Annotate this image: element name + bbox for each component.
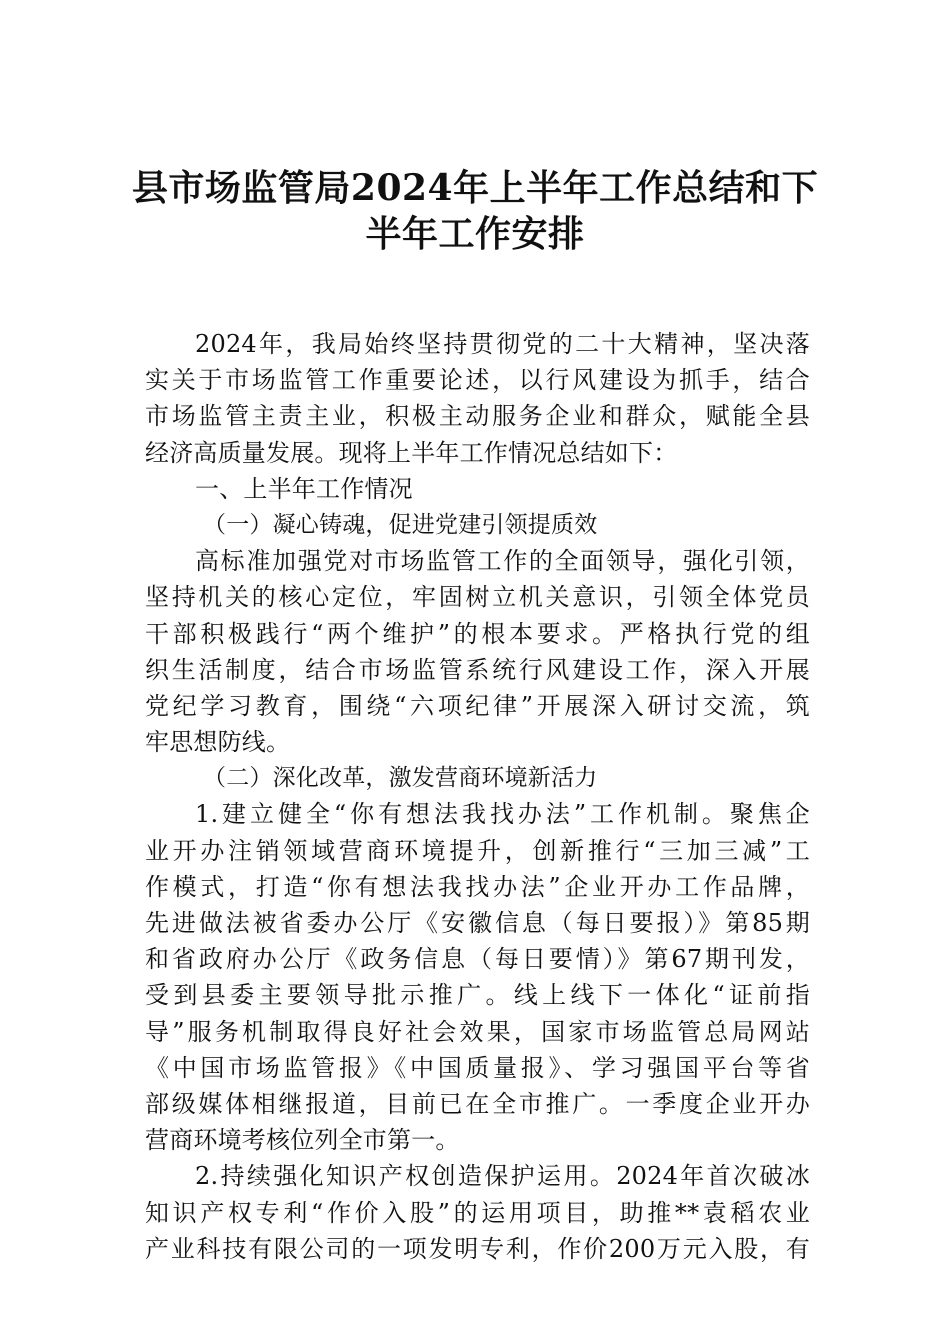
paragraph-line: 牢思想防线。: [145, 728, 291, 757]
subsection-heading: （二）深化改革，激发营商环境新活力: [203, 765, 598, 792]
paragraph-line: 坚持机关的核心定位，牢固树立机关意识，引领全体党员: [145, 583, 810, 612]
paragraph-line: 高标准加强党对市场监管工作的全面领导，强化引领，: [195, 547, 810, 576]
paragraph-line: 先进做法被省委办公厅《安徽信息（每日要报）》第85期: [145, 909, 810, 937]
document-body: [145, 326, 810, 1267]
paragraph-line: 导”服务机制取得良好社会效果，国家市场监管总局网站: [145, 1017, 810, 1046]
paragraph-line: 知识产权专利“作价入股”的运用项目，助推**袁稻农业: [145, 1198, 810, 1227]
paragraph-line: 产业科技有限公司的一项发明专利，作价200万元入股，有: [145, 1234, 810, 1263]
paragraph-line: 业开办注销领域营商环境提升，创新推行“三加三减”工: [145, 836, 810, 865]
paragraph-line: 党纪学习教育，围绕“六项纪律”开展深入研讨交流，筑: [145, 691, 810, 720]
paragraph-line: 织生活制度，结合市场监管系统行风建设工作，深入开展: [145, 655, 810, 684]
document-title-line-1: 县市场监管局2024年上半年工作总结和下: [131, 167, 819, 209]
paragraph-line: 和省政府办公厅《政务信息（每日要情）》第67期刊发，: [145, 945, 810, 974]
paragraph-line: 部级媒体相继报道，目前已在全市推广。一季度企业开办: [145, 1089, 810, 1118]
paragraph-line: 实关于市场监管工作重要论述，以行风建设为抓手，结合: [145, 366, 810, 395]
paragraph-line: 《中国市场监管报》《中国质量报》、学习强国平台等省: [145, 1053, 810, 1082]
subsection-heading: （一）凝心铸魂，促进党建引领提质效: [203, 511, 598, 538]
paragraph-line: 2024年，我局始终坚持贯彻党的二十大精神，坚决落: [195, 330, 810, 358]
paragraph-line: 干部积极践行“两个维护”的根本要求。严格执行党的组: [145, 619, 810, 648]
paragraph-line: 2.持续强化知识产权创造保护运用。2024年首次破冰: [195, 1162, 810, 1191]
paragraph-line: 作模式，打造“你有想法我找办法”企业开办工作品牌，: [145, 872, 810, 901]
paragraph-line: 营商环境考核位列全市第一。: [145, 1126, 460, 1155]
paragraph-line: 1.建立健全“你有想法我找办法”工作机制。聚焦企: [195, 800, 810, 829]
section-heading: 一、上半年工作情况: [195, 474, 413, 503]
document-title-line-2: 半年工作安排: [365, 213, 585, 255]
paragraph-line: 受到县委主要领导批示推广。线上线下一体化“证前指: [145, 981, 810, 1010]
paragraph-line: 市场监管主责主业，积极主动服务企业和群众，赋能全县: [145, 402, 810, 431]
paragraph-line: 经济高质量发展。现将上半年工作情况总结如下：: [145, 438, 678, 467]
